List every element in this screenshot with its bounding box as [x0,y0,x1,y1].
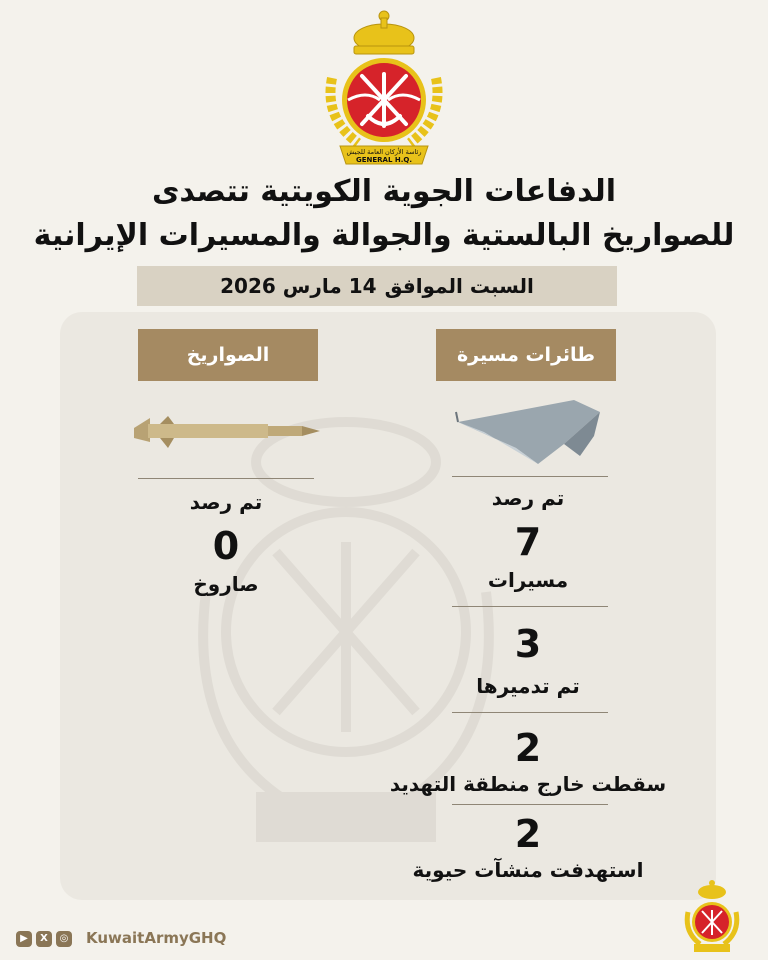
social-icons [16,931,72,947]
drones-outside-count: 2 [514,726,542,770]
headline-line-1: الدفاعات الجوية الكويتية تتصدى [151,174,617,209]
drones-destroyed-label: تم تدميرها [476,674,580,698]
emblem-caption-ar: رئاسة الأركان العامة للجيش [346,148,422,156]
drones-divider-4 [452,804,608,805]
drone-illustration [454,392,604,472]
drones-detected-label: تم رصد [491,486,565,510]
youtube-icon[interactable]: ▶ [16,931,32,947]
drones-facilities-label: استهدفت منشآت حيوية [412,858,644,882]
missiles-detected-label: تم رصد [189,490,263,514]
missiles-header: الصواريخ [138,329,318,381]
general-hq-emblem [318,8,450,168]
general-hq-emblem-small [682,880,742,956]
drones-outside-label: سقطت خارج منطقة التهديد [389,772,667,796]
social-handle[interactable]: KuwaitArmyGHQ [86,929,227,947]
missiles-detected-unit: صاروخ [193,572,259,596]
date-day: السبت الموافق [384,274,534,298]
drones-detected-count: 7 [514,520,542,564]
missiles-detected-count: 0 [212,524,240,568]
drones-header: طائرات مسيرة [436,329,616,381]
drones-divider-3 [452,712,608,713]
drones-divider-2 [452,606,608,607]
headline-line-2: للصواريخ البالستية والجوالة والمسيرات الإيرانية [33,218,735,253]
instagram-icon[interactable]: ◎ [56,931,72,947]
date-value: 14 مارس 2026 [220,274,377,298]
missiles-divider [138,478,314,479]
drones-destroyed-count: 3 [514,622,542,666]
emblem-caption-en: GENERAL H.Q. [356,156,412,164]
x-icon[interactable]: X [36,931,52,947]
missile-illustration [130,408,322,452]
drones-detected-unit: مسيرات [487,568,569,592]
drones-facilities-count: 2 [514,812,542,856]
drones-divider-1 [452,476,608,477]
date-bar [137,266,617,306]
